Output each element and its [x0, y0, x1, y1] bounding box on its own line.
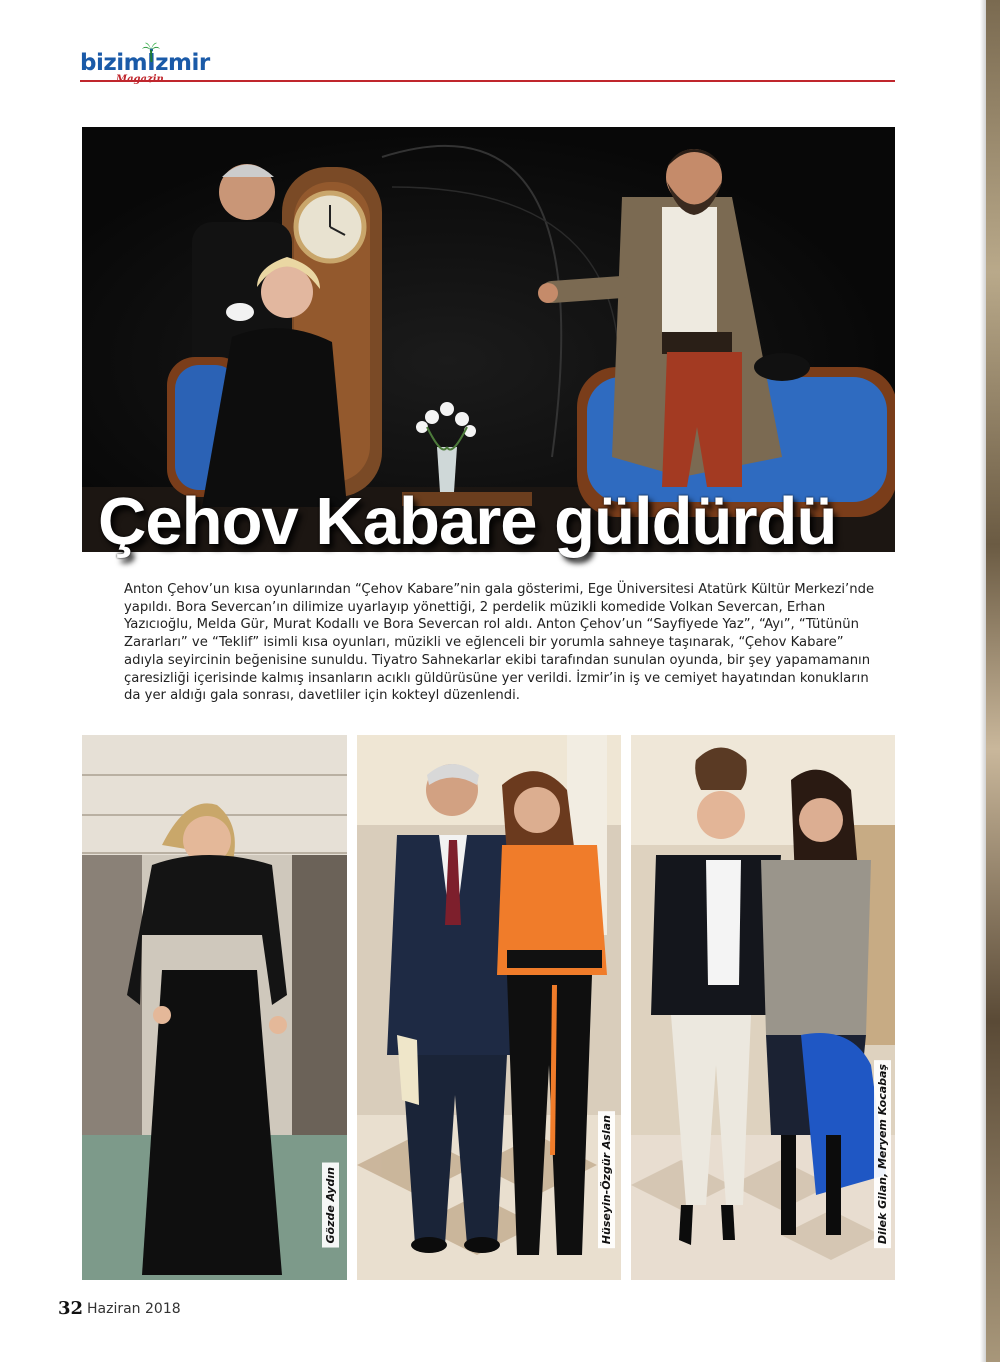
- article-headline: Çehov Kabare güldürdü: [98, 484, 837, 559]
- page-edge-strip: [986, 0, 1000, 1362]
- guest-photo-2-illustration: [357, 735, 621, 1280]
- issue-date: Haziran 2018: [87, 1301, 181, 1317]
- logo-main-text: bizimİzmir: [80, 50, 210, 76]
- page-edge-shadow: [980, 0, 986, 1362]
- article-paragraph: Anton Çehov’un kısa oyunlarından “Çehov Kabare”nin gala gösterimi, Ege Üniversitesi Atatürk Kültür Merkezi’nde yapıldı. Bora Severcan’ın dilimize uyarlayıp yönettiği, 2 perdelik müzikli komedide Volkan Severcan, Erhan Yazıcıoğlu, Melda Gür, Murat Kodallı ve Bora Severcan rol aldı. Anton Çehov’un “Sayfiyede Yaz”, “Ayı”, “Tütünün Zararları” ve “Teklif” isimli kısa oyunları, müzikli ve eğlenceli bir yorumla sahneye taşınarak, “Çehov Kabare” adıyla seyircinin beğenisine sunuldu. Tiyatro Sahnekarlar ekibi tarafından sunulan oyunda, bir şey yapamamanın çaresizliği içerisinde kalmış insanların acıklı güldürüsüne yer verildi. İzmir’in iş ve cemiyet hayatından konukların da yer aldığı gala sonrası, davetliler için kokteyl düzenlendi.: [124, 582, 875, 704]
- photo-caption: Dilek Gilan, Meryem Kocabaş: [874, 1060, 891, 1248]
- guest-photo-1: [82, 735, 347, 1280]
- article-body: [124, 581, 884, 705]
- guest-photo-3: [631, 735, 895, 1280]
- photo-caption: Hüseyin-Özgür Aslan: [598, 1111, 615, 1248]
- palm-tree-icon: [142, 42, 160, 62]
- page-number: 32: [58, 1298, 84, 1319]
- guest-photo-1-illustration: [82, 735, 347, 1280]
- guest-photo-2: [357, 735, 621, 1280]
- photo-caption: Gözde Aydın: [322, 1163, 339, 1248]
- guest-photo-3-illustration: [631, 735, 895, 1280]
- header-rule: [80, 80, 895, 82]
